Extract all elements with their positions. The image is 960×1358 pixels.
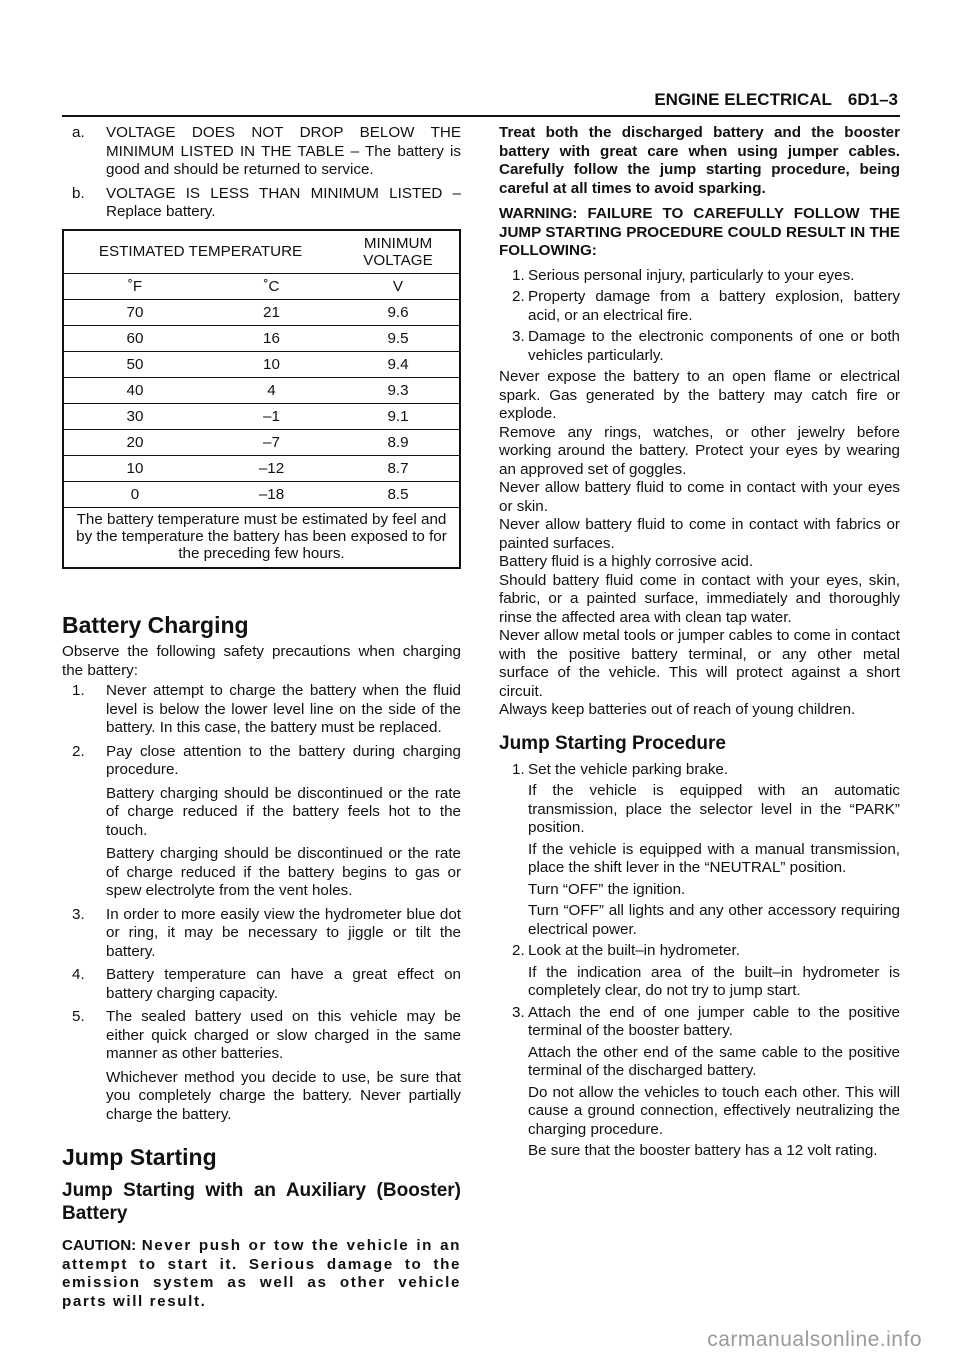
item-marker: 3. <box>72 905 85 923</box>
table-cell-v: 9.3 <box>337 378 460 404</box>
intro-item <box>62 124 461 180</box>
table-cell-v: 9.1 <box>337 404 460 430</box>
page-header <box>654 90 898 110</box>
table-cell-f: 60 <box>63 326 206 352</box>
charging-intro: Observe the following safety precautions when charging the battery: <box>62 643 461 679</box>
table-unit-f: ˚F <box>63 274 206 300</box>
heading-jump-booster: Jump Starting with an Auxiliary (Booster) Battery <box>62 1180 461 1224</box>
table-row <box>63 404 460 430</box>
table-cell-v: 8.7 <box>337 456 460 482</box>
item-text: Property damage from a battery explosion, battery acid, or an electrical fire. <box>528 288 900 324</box>
item-marker: 1. <box>512 266 525 284</box>
watermark: carmanualsonline.info <box>707 1328 922 1351</box>
table-cell-f: 20 <box>63 430 206 456</box>
item-marker: 3. <box>512 328 525 345</box>
section-title: ENGINE ELECTRICAL <box>654 90 832 109</box>
step-detail: Attach the other end of the same cable to the positive terminal of the discharged battery. <box>528 1043 900 1079</box>
table-cell-c: –1 <box>206 404 337 430</box>
safety-paragraph: Always keep batteries out of reach of young children. <box>499 701 856 718</box>
table-unit-v: V <box>337 274 460 300</box>
table-unit-c: ˚C <box>206 274 337 300</box>
table-cell-v: 9.4 <box>337 352 460 378</box>
table-cell-c: 16 <box>206 326 337 352</box>
caution-note <box>62 1237 461 1311</box>
item-marker: 1. <box>72 682 85 699</box>
item-marker: 5. <box>72 1008 85 1025</box>
charging-item <box>62 1008 461 1124</box>
item-marker: a. <box>72 124 85 141</box>
item-text: Serious personal injury, particularly to your eyes. <box>528 266 855 284</box>
step-detail: If the vehicle is equipped with an automatic transmission, place the selector level in the “PARK” position. <box>528 782 900 836</box>
right-column <box>499 124 900 1164</box>
table-row <box>63 482 460 508</box>
table-head-voltage: MINIMUM VOLTAGE <box>337 230 460 274</box>
heading-battery-charging: Battery Charging <box>62 612 249 638</box>
charging-item <box>62 966 461 1003</box>
intro-item <box>62 185 461 222</box>
item-text: Never attempt to charge the battery when the fluid level is below the lower level line on the side of the battery. In this case, the battery must be replaced. <box>106 682 461 736</box>
table-body <box>63 300 460 508</box>
page-number: 6D1–3 <box>847 90 898 109</box>
step-marker: 3. <box>512 1003 525 1021</box>
item-text: VOLTAGE IS LESS THAN MINIMUM LISTED – Replace battery. <box>106 184 461 220</box>
table-cell-c: 4 <box>206 378 337 404</box>
item-detail: Whichever method you decide to use, be sure that you completely charge the battery. Never partially charge the battery. <box>106 1068 461 1123</box>
safety-paragraph: Never expose the battery to an open flame or electrical spark. Gas generated by the battery may catch fire or explode. <box>499 368 900 422</box>
procedure-list <box>499 761 900 1161</box>
treat-note: Treat both the discharged battery and the booster battery with great care when using jumper cables. Carefully follow the jump starting procedure, being careful at all times to avoid sparking. <box>499 124 900 197</box>
table-cell-v: 8.5 <box>337 482 460 508</box>
safety-paragraph: Never allow metal tools or jumper cables to come in contact with the positive battery terminal, or any other metal surface of the vehicle. This will protect against a short circuit. <box>499 627 900 700</box>
voltage-table <box>62 229 461 570</box>
caution-text: Never push or tow the vehicle in an attempt to start it. Serious damage to the emission system as well as other vehicle parts will result. <box>62 1237 461 1310</box>
procedure-step <box>499 1004 900 1161</box>
table-row <box>63 326 460 352</box>
table-cell-f: 40 <box>63 378 206 404</box>
table-cell-f: 30 <box>63 404 206 430</box>
procedure-step <box>499 942 900 1001</box>
item-detail: Battery charging should be discontinued or the rate of charge reduced if the battery begins to gas or spew electrolyte from the vent holes. <box>106 845 461 899</box>
item-marker: 2. <box>512 288 525 305</box>
procedure-step <box>499 761 900 940</box>
table-cell-v: 9.6 <box>337 300 460 326</box>
safety-paragraph: Remove any rings, watches, or other jewelry before working around the battery. Protect your eyes by wearing an approved set of goggles. <box>499 423 900 478</box>
item-text: In order to more easily view the hydrometer blue dot or ring, it may be necessary to jiggle or tilt the battery. <box>106 905 461 960</box>
item-text: Damage to the electronic components of one or both vehicles particularly. <box>528 328 900 364</box>
warning-item <box>499 288 900 325</box>
table-head-temperature: ESTIMATED TEMPERATURE <box>63 230 337 274</box>
heading-jump-starting: Jump Starting <box>62 1144 217 1170</box>
table-cell-c: –18 <box>206 482 337 508</box>
step-detail: Do not allow the vehicles to touch each other. This will cause a ground connection, effectively neutralizing the charging procedure. <box>528 1083 900 1138</box>
warning-note: WARNING: FAILURE TO CAREFULLY FOLLOW THE JUMP STARTING PROCEDURE COULD RESULT IN THE FOLLOWING: <box>499 205 900 259</box>
table-note: The battery temperature must be estimated by feel and by the temperature the battery has been exposed to for the preceding few hours. <box>63 508 460 569</box>
item-marker: b. <box>72 184 85 202</box>
table-row <box>63 300 460 326</box>
safety-paragraph: Battery fluid is a highly corrosive acid. <box>499 553 754 570</box>
safety-paragraphs <box>499 368 900 720</box>
table-row <box>63 456 460 482</box>
table-row <box>63 352 460 378</box>
table-cell-c: 10 <box>206 352 337 378</box>
caution-label: CAUTION: <box>62 1237 137 1254</box>
header-rule <box>62 115 900 117</box>
table-cell-c: –12 <box>206 456 337 482</box>
table-cell-f: 70 <box>63 300 206 326</box>
step-detail: If the indication area of the built–in hydrometer is completely clear, do not try to jump start. <box>528 963 900 999</box>
step-detail: Turn “OFF” the ignition. <box>528 880 686 898</box>
table-row <box>63 378 460 404</box>
step-marker: 1. <box>512 760 525 778</box>
safety-paragraph: Should battery fluid come in contact with your eyes, skin, fabric, or a painted surface, immediately and thoroughly rinse the affected area with clean tap water. <box>499 571 900 626</box>
step-detail: Be sure that the booster battery has a 12 volt rating. <box>528 1142 878 1159</box>
charging-item <box>62 682 461 738</box>
step-text: Look at the built–in hydrometer. <box>528 942 740 959</box>
table-cell-f: 50 <box>63 352 206 378</box>
charging-list <box>62 682 461 1124</box>
item-text: VOLTAGE DOES NOT DROP BELOW THE MINIMUM LISTED IN THE TABLE – The battery is good and should be returned to service. <box>106 124 461 178</box>
step-text: Attach the end of one jumper cable to the positive terminal of the booster battery. <box>528 1003 900 1039</box>
table-cell-v: 8.9 <box>337 430 460 456</box>
table-cell-c: –7 <box>206 430 337 456</box>
item-marker: 2. <box>72 742 85 760</box>
warning-item <box>499 267 900 286</box>
table-cell-f: 0 <box>63 482 206 508</box>
heading-jump-procedure: Jump Starting Procedure <box>499 732 726 754</box>
safety-paragraph: Never allow battery fluid to come in contact with fabrics or painted surfaces. <box>499 516 900 552</box>
table-cell-v: 9.5 <box>337 326 460 352</box>
step-text: Set the vehicle parking brake. <box>528 760 729 778</box>
left-column <box>62 124 461 1311</box>
safety-paragraph: Never allow battery fluid to come in contact with your eyes or skin. <box>499 479 900 515</box>
table-row <box>63 430 460 456</box>
table-cell-f: 10 <box>63 456 206 482</box>
step-detail: Turn “OFF” all lights and any other accessory requiring electrical power. <box>528 902 900 938</box>
table-cell-c: 21 <box>206 300 337 326</box>
item-text: Battery temperature can have a great effect on battery charging capacity. <box>106 966 461 1002</box>
charging-item <box>62 743 461 901</box>
step-marker: 2. <box>512 942 525 959</box>
step-detail: If the vehicle is equipped with a manual transmission, place the shift lever in the “NEUTRAL” position. <box>528 840 900 876</box>
item-text: The sealed battery used on this vehicle may be either quick charged or slow charged in the same manner as other batteries. <box>106 1008 461 1062</box>
item-text: Pay close attention to the battery during charging procedure. <box>106 742 461 778</box>
item-marker: 4. <box>72 966 85 983</box>
charging-item <box>62 906 461 962</box>
item-detail: Battery charging should be discontinued or the rate of charge reduced if the battery feels hot to the touch. <box>106 784 461 839</box>
warning-list <box>499 267 900 366</box>
warning-item <box>499 328 900 365</box>
